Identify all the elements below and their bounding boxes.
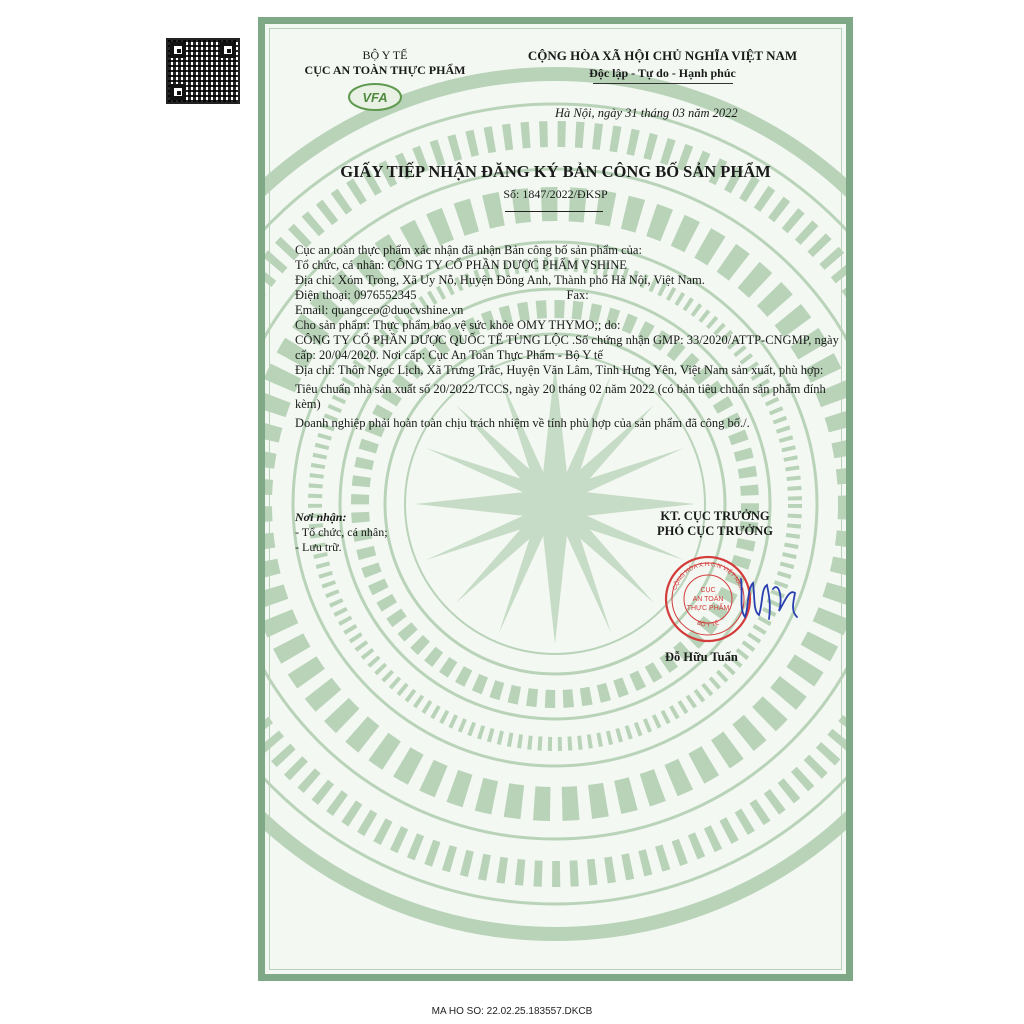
vfa-logo bbox=[347, 82, 403, 112]
country-name: CỘNG HÒA XÃ HỘI CHỦ NGHĨA VIỆT NAM bbox=[527, 48, 798, 63]
signer-on-behalf: KT. CỤC TRƯỞNG bbox=[660, 509, 770, 523]
svg-text:VFA: VFA bbox=[362, 90, 388, 105]
signer-name: Đỗ Hữu Tuấn bbox=[665, 650, 738, 664]
standard-line: Tiêu chuẩn nhà sản xuất số 20/2022/TCCS, ngày 20 tháng 02 năm 2022 (có bản tiêu chuẩn sản phẩm đính kèm) bbox=[295, 382, 826, 411]
intro-line: Cục an toàn thực phẩm xác nhận đã nhận Bản công bố sản phẩm của: bbox=[295, 243, 642, 257]
fax-line: Fax: bbox=[566, 288, 589, 302]
phone-line: Điện thoại: 0976552345 bbox=[295, 288, 417, 302]
certificate-number: Số: 1847/2022/ĐKSP bbox=[503, 187, 608, 201]
signer-block bbox=[605, 509, 825, 539]
product-line: Cho sản phẩm: Thực phẩm bảo vệ sức khỏe OMY THYMO;; do: bbox=[295, 318, 621, 332]
certificate-title: GIẤY TIẾP NHẬN ĐĂNG KÝ BẢN CÔNG BỐ SẢN PHẨM bbox=[340, 162, 771, 181]
svg-text:CỘNG HÒA X.H.C.N VIỆT NAM: CỘNG HÒA X.H.C.N VIỆT NAM bbox=[672, 561, 744, 592]
issue-date: Hà Nội, ngày 31 tháng 03 năm 2022 bbox=[555, 106, 738, 120]
recipients-block bbox=[295, 510, 388, 555]
manufacturer-line: CÔNG TY CỔ PHẦN DƯỢC QUỐC TẾ TÙNG LỘC .Số chứng nhận GMP: 33/2020/ATTP-CNGMP, ngày cấp: 20/04/2020. Nơi cấp: Cục An Toàn Thực Phẩm - Bộ Y tế bbox=[295, 333, 839, 362]
svg-text:THỰC PHẨM: THỰC PHẨM bbox=[686, 605, 730, 612]
svg-text:CỤC: CỤC bbox=[700, 587, 716, 594]
svg-text:AN TOÀN: AN TOÀN bbox=[692, 596, 724, 603]
qr-code bbox=[166, 38, 240, 104]
recipient-item: - Tổ chức, cá nhân; bbox=[295, 525, 388, 539]
dossier-code: MA HO SO: 22.02.25.183557.DKCB bbox=[431, 1006, 593, 1017]
certificate-body bbox=[295, 243, 840, 431]
ministry-name: BỘ Y TẾ bbox=[362, 48, 408, 62]
address-line: Địa chỉ: Xóm Trong, Xã Uy Nỗ, Huyện Đông Anh, Thành phố Hà Nội, Việt Nam. bbox=[295, 273, 705, 287]
certificate bbox=[258, 17, 853, 981]
handwritten-signature bbox=[733, 559, 803, 629]
phone-fax-line bbox=[295, 288, 840, 303]
responsibility-line: Doanh nghiệp phải hoàn toàn chịu trách nhiệm về tính phù hợp của sản phẩm đã công bố./. bbox=[295, 416, 750, 430]
email-line: Email: quangceo@duocvshine.vn bbox=[295, 303, 464, 317]
signer-role: PHÓ CỤC TRƯỞNG bbox=[657, 524, 773, 538]
recipients-heading: Nơi nhận: bbox=[295, 510, 347, 524]
manufacturer-address-line: Địa chỉ: Thôn Ngọc Lịch, Xã Trưng Trắc, Huyện Văn Lâm, Tỉnh Hưng Yên, Việt Nam sản xuất, phù hợp: bbox=[295, 363, 824, 377]
svg-text:BỘ Y TẾ: BỘ Y TẾ bbox=[695, 620, 721, 629]
organization-line: Tổ chức, cá nhân: CÔNG TY CỔ PHẦN DƯỢC PHẨM VSHINE bbox=[295, 258, 627, 272]
agency-name: CỤC AN TOÀN THỰC PHẨM bbox=[304, 63, 466, 77]
recipient-item: - Lưu trữ. bbox=[295, 540, 342, 554]
national-motto: Độc lập - Tự do - Hạnh phúc bbox=[589, 66, 736, 80]
